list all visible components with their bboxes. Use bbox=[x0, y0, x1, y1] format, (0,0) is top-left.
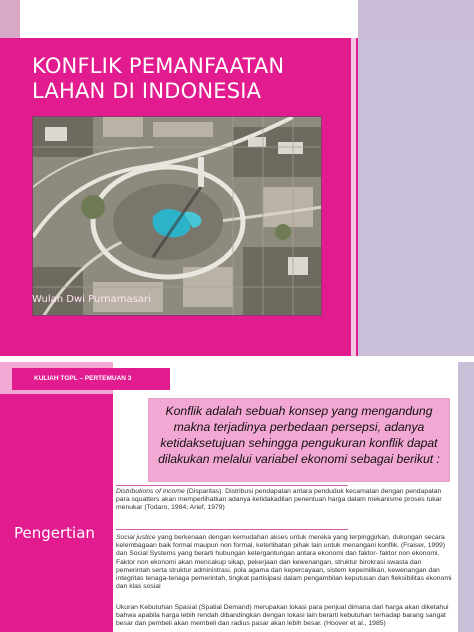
item-spatial-demand bbox=[116, 604, 454, 629]
aerial-city-photo bbox=[32, 116, 322, 316]
course-label: KULIAH TGPL – PERTEMUAN 3 bbox=[12, 368, 170, 390]
item-term: Social justice bbox=[116, 534, 156, 541]
strip-lavender-block bbox=[358, 0, 474, 38]
left-panel bbox=[0, 362, 113, 632]
content-slide[interactable] bbox=[0, 362, 474, 632]
definition-text: Konflik adalah sebuah konsep yang mengandung makna terjadinya perbedaan persepsi, adanya ketidaksetujuan sehingga pengukuran konflik dapat dilakukan melalui variabel ekonomi sebagai berikut : bbox=[158, 404, 440, 466]
strip-pink-block bbox=[0, 0, 20, 38]
definition-box bbox=[148, 398, 450, 482]
slide-side-panel bbox=[358, 38, 474, 356]
right-panel bbox=[458, 362, 474, 632]
item-text: (Disparitas). Distribusi pendapatan antara penduduk kecamatan dengan pendapatan para squatters akan memperlihatkan adanya ketidakadilan penentuan harga dalam mekanisme proses tukar menukar (Todaro, 1984; Arief, 1979) bbox=[116, 488, 442, 512]
item-text: yang berkenaan dengan kemudahan akses untuk mereka yang terpinggirkan, dukungan secara kelembagaan baik formal maupun non formal, keterlibatan pihak lain untuk menangani konflik. (Fraiser, 1999) dan Social Systems yang berarti hubungan ketergantungan antara ekonomi dan faktor- faktor non ekonomi. Faktor non ekonomi akan mencakup sikap, pekerjaan dan kewenangan, struktur birokrasi swasta dan pemerintah serta struktur administrasi, pola agama dan kepercayaan, sistem kepemilikan, kewenangan dan integritas tenaga-tenaga pemerintah, tingkat partisipasi dalam pengambilan keputusan dan fleksibilitas ekonomi dan klas sosial bbox=[116, 534, 452, 591]
item-term: Distributions of income bbox=[116, 488, 185, 495]
item-distribution bbox=[116, 488, 454, 513]
previous-slide-strip bbox=[0, 0, 474, 38]
item-text: Ukuran Kebutuhan Spasial (Spatial Demand) merupakan lokasi para penjual dimana dari harga akan diketahui bahwa apabila harga lebih rendah dibandingkan dengan lokasi lain berarti kebutuhan terhadap barang sangat besar dan pembeli akan membeli dan radius pasar akan lebih besar. (Hoover et al., 1985) bbox=[116, 604, 449, 628]
slide-title bbox=[32, 54, 332, 104]
title-line-1: KONFLIK PEMANFAATAN bbox=[32, 54, 285, 78]
item-social-justice bbox=[116, 534, 454, 591]
section-label: Pengertian bbox=[14, 524, 95, 542]
slide-accent-stripe bbox=[351, 38, 356, 356]
title-line-2: LAHAN DI INDONESIA bbox=[32, 79, 262, 103]
divider-1 bbox=[116, 485, 348, 486]
divider-2 bbox=[116, 529, 348, 530]
title-slide[interactable] bbox=[0, 38, 474, 356]
author-name: Wulan Dwi Purnamasari bbox=[32, 294, 151, 305]
